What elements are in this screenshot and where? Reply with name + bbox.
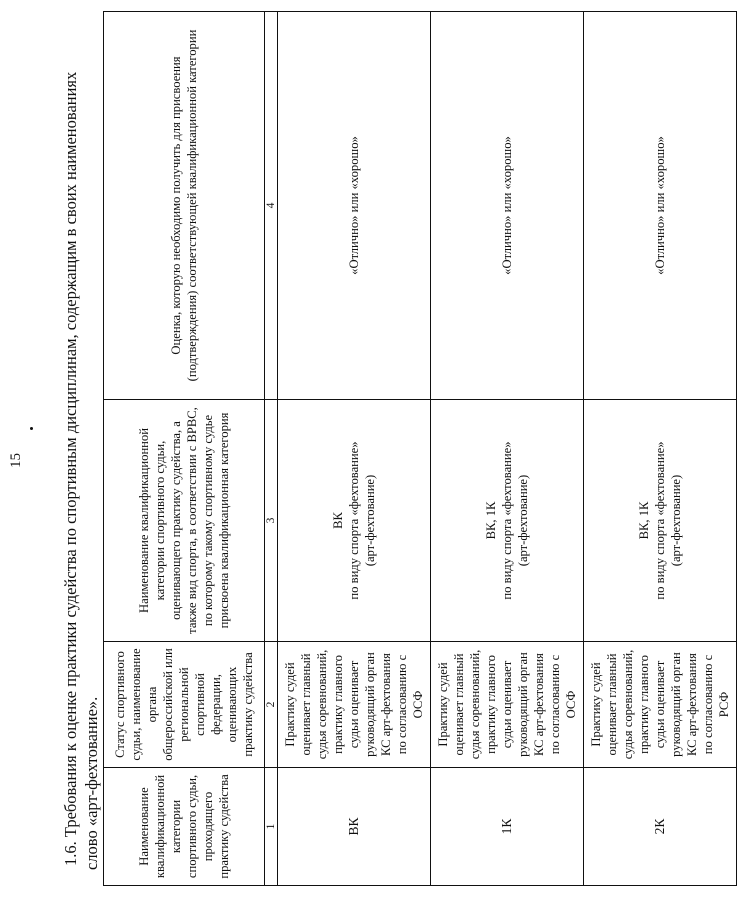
column-number: 1 — [265, 768, 278, 886]
cell-grade: «Отлично» или «хорошо» — [584, 12, 737, 400]
column-number: 4 — [265, 12, 278, 400]
cell-category: 2К — [584, 768, 737, 886]
column-number-row — [265, 12, 278, 886]
table-row — [584, 12, 737, 886]
cell-evaluator: ВК по виду спорта «фехтование» (арт-фехтование) — [278, 400, 431, 642]
cell-grade: «Отлично» или «хорошо» — [278, 12, 431, 400]
cell-status: Практику судей оценивает главный судья соревнований, практику главного судьи оценивает руководящий орган КС арт-фехтования по согласованию с ОСФ — [278, 642, 431, 768]
header-status: Статус спортивного судьи, наименование органа общероссийской или региональной спортивной федерации, оценивающих практику судейства — [104, 642, 265, 768]
page-number: 15 — [8, 453, 24, 468]
table-row — [431, 12, 584, 886]
cell-status: Практику судей оценивает главный судья соревнований, практику главного судьи оценивает руководящий орган КС арт-фехтования по согласованию с РСФ — [584, 642, 737, 768]
cell-evaluator: ВК, 1К по виду спорта «фехтование» (арт-фехтование) — [584, 400, 737, 642]
header-grade: Оценка, которую необходимо получить для присвоения (подтверждения) соответствующей квалификационной категории — [104, 12, 265, 400]
table-header-row — [104, 12, 265, 886]
header-evaluator: Наименование квалификационной категории спортивного судьи, оценивающего практику судейства, а также вид спорта, в соответствии с ВРВС, по которому такому спортивному судье присвоена квалификационная категория — [104, 400, 265, 642]
section-heading: 1.6. Требования к оценке практики судейства по спортивным дисциплинам, содержащим в своих наименованиях слово «арт-фехтование». — [61, 71, 101, 870]
column-number: 3 — [265, 400, 278, 642]
cell-evaluator: ВК, 1К по виду спорта «фехтование» (арт-фехтование) — [431, 400, 584, 642]
cell-grade: «Отлично» или «хорошо» — [431, 12, 584, 400]
requirements-table — [103, 11, 737, 886]
cell-status: Практику судей оценивает главный судья соревнований, практику главного судьи оценивает руководящий орган КС арт-фехтования по согласованию с ОСФ — [431, 642, 584, 768]
column-number: 2 — [265, 642, 278, 768]
cell-category: 1К — [431, 768, 584, 886]
cell-category: ВК — [278, 768, 431, 886]
scan-speck — [30, 427, 33, 430]
table-row — [278, 12, 431, 886]
header-category: Наименование квалификационной категории спортивного судьи, проходящего практику судейства — [104, 768, 265, 886]
